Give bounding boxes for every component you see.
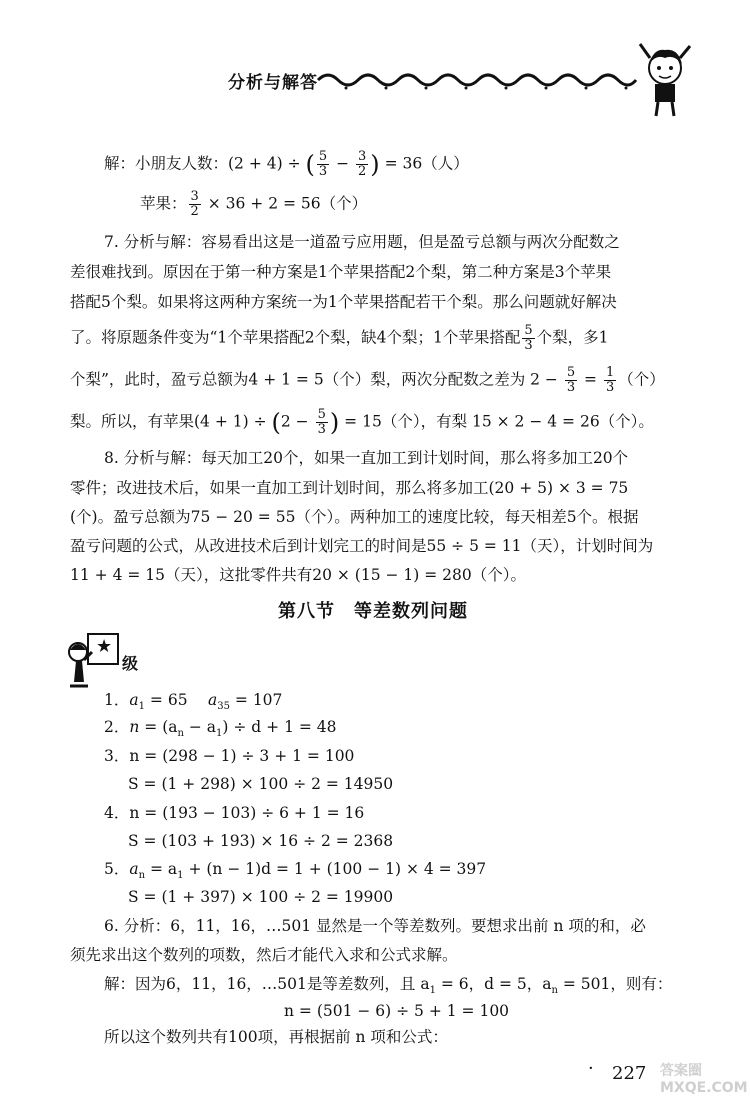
answer-5-sum: S = (1 + 397) × 100 ÷ 2 = 19900 (128, 888, 394, 906)
p6-line-4: n = (501 − 6) ÷ 5 + 1 = 100 (284, 1002, 510, 1020)
p7-line-4: 了。将原题条件变为“1个苹果搭配2个梨，缺4个梨；1个苹果搭配 $\frac{5}{3}$ 个梨，多1 (70, 323, 609, 353)
p7-line-5: 个梨”，此时，盈亏总额为4 + 1 = 5（个）梨，两次分配数之差为 2 − $\frac{5}{3}$ = $\frac{1}{3}$ （个） (70, 365, 665, 395)
p8-line-1: 8. 分析与解：每天加工20个，如果一直加工到计划时间，那么将多加工20个 (104, 449, 629, 467)
answer-1: 1．$a_1 = 65$ $a_{35} = 107$ (104, 691, 283, 713)
page-dot: · (588, 1058, 594, 1079)
fraction: $\frac{5}{3}$ (566, 365, 576, 395)
watermark: 答案圈 MXQE.COM (660, 1063, 748, 1096)
star-icon: ★ (96, 636, 113, 657)
kids-count-line: 解：小朋友人数：(2 + 4) ÷ ( $\frac{5}{3}$ − $\frac{3}{2}$ ) = 36（人） (104, 149, 469, 179)
cartoon-girl-icon (636, 38, 694, 118)
answer-5: 5．$a_n = a_1 + (n - 1)d = 1 + (100 - 1) \times 4 = 397$ (104, 860, 487, 882)
fraction: $\frac{5}{3}$ (317, 407, 326, 437)
p7-line-2: 差很难找到。原因在于第一种方案是1个苹果搭配2个梨，第二种方案是3个苹果 (70, 263, 612, 281)
page-header-title: 分析与解答 (228, 73, 318, 93)
level-badge-icon (64, 630, 122, 690)
fraction: $\frac{5}{3}$ (524, 323, 533, 353)
wavy-header-rule (316, 66, 638, 92)
level-label: 级 (122, 654, 139, 673)
page-number: 227 (612, 1063, 647, 1084)
p8-line-2: 零件；改进技术后，如果一直加工到计划时间，那么将多加工(20 + 5) × 3 = 75 (70, 479, 629, 497)
p6-line-1: 6. 分析：6，11，16，…501 显然是一个等差数列。要想求出前 n 项的和，必 (104, 917, 646, 935)
answer-2: 2．$n = (a_n - a_1) \div d + 1 = 48$ (104, 718, 337, 740)
section-title: 第八节 等差数列问题 (278, 601, 468, 622)
answer-4: 4．n = (193 − 103) ÷ 6 + 1 = 16 (104, 804, 365, 822)
p8-line-4: 盈亏问题的公式，从改进技术后到计划完工的时间是55 ÷ 5 = 11（天），计划时间为 (70, 537, 654, 555)
answer-4-sum: S = (103 + 193) × 16 ÷ 2 = 2368 (128, 832, 394, 850)
p8-line-3: (个)。盈亏总额为75 − 20 = 55（个）。两种加工的速度比较，每天相差5个。根据 (70, 508, 639, 526)
p7-line-1: 7. 分析与解：容易看出这是一道盈亏应用题，但是盈亏总额与两次分配数之 (104, 233, 620, 251)
p6-line-2: 须先求出这个数列的项数，然后才能代入求和公式求解。 (70, 946, 458, 964)
p7-line-3: 搭配5个梨。如果将这两种方案统一为1个苹果搭配若干个梨。那么问题就好解决 (70, 293, 617, 311)
fraction: $\frac{3}{2}$ (358, 149, 367, 179)
apple-count-line: 苹果： $\frac{3}{2}$ × 36 + 2 = 56（个） (140, 189, 368, 219)
answer-3: 3．n = (298 − 1) ÷ 3 + 1 = 100 (104, 747, 355, 765)
fraction: $\frac{3}{2}$ (190, 189, 199, 219)
answer-3-sum: S = (1 + 298) × 100 ÷ 2 = 14950 (128, 775, 394, 793)
p7-line-6: 梨。所以，有苹果(4 + 1) ÷ (2 − $\frac{5}{3}$ ) = 15（个），有梨 15 × 2 − 4 = 26（个）。 (70, 407, 654, 437)
p6-line-5: 所以这个数列共有100项，再根据前 n 项和公式： (104, 1028, 448, 1046)
p8-line-5: 11 + 4 = 15（天），这批零件共有20 × (15 − 1) = 280（个）。 (70, 566, 527, 584)
p6-line-3: 解：因为6，11，16，…501是等差数列，且 $a_1 = 6$，d = 5，$a_n = 501$，则有： (104, 975, 673, 997)
fraction: $\frac{5}{3}$ (318, 149, 328, 179)
fraction: $\frac{1}{3}$ (605, 365, 615, 395)
